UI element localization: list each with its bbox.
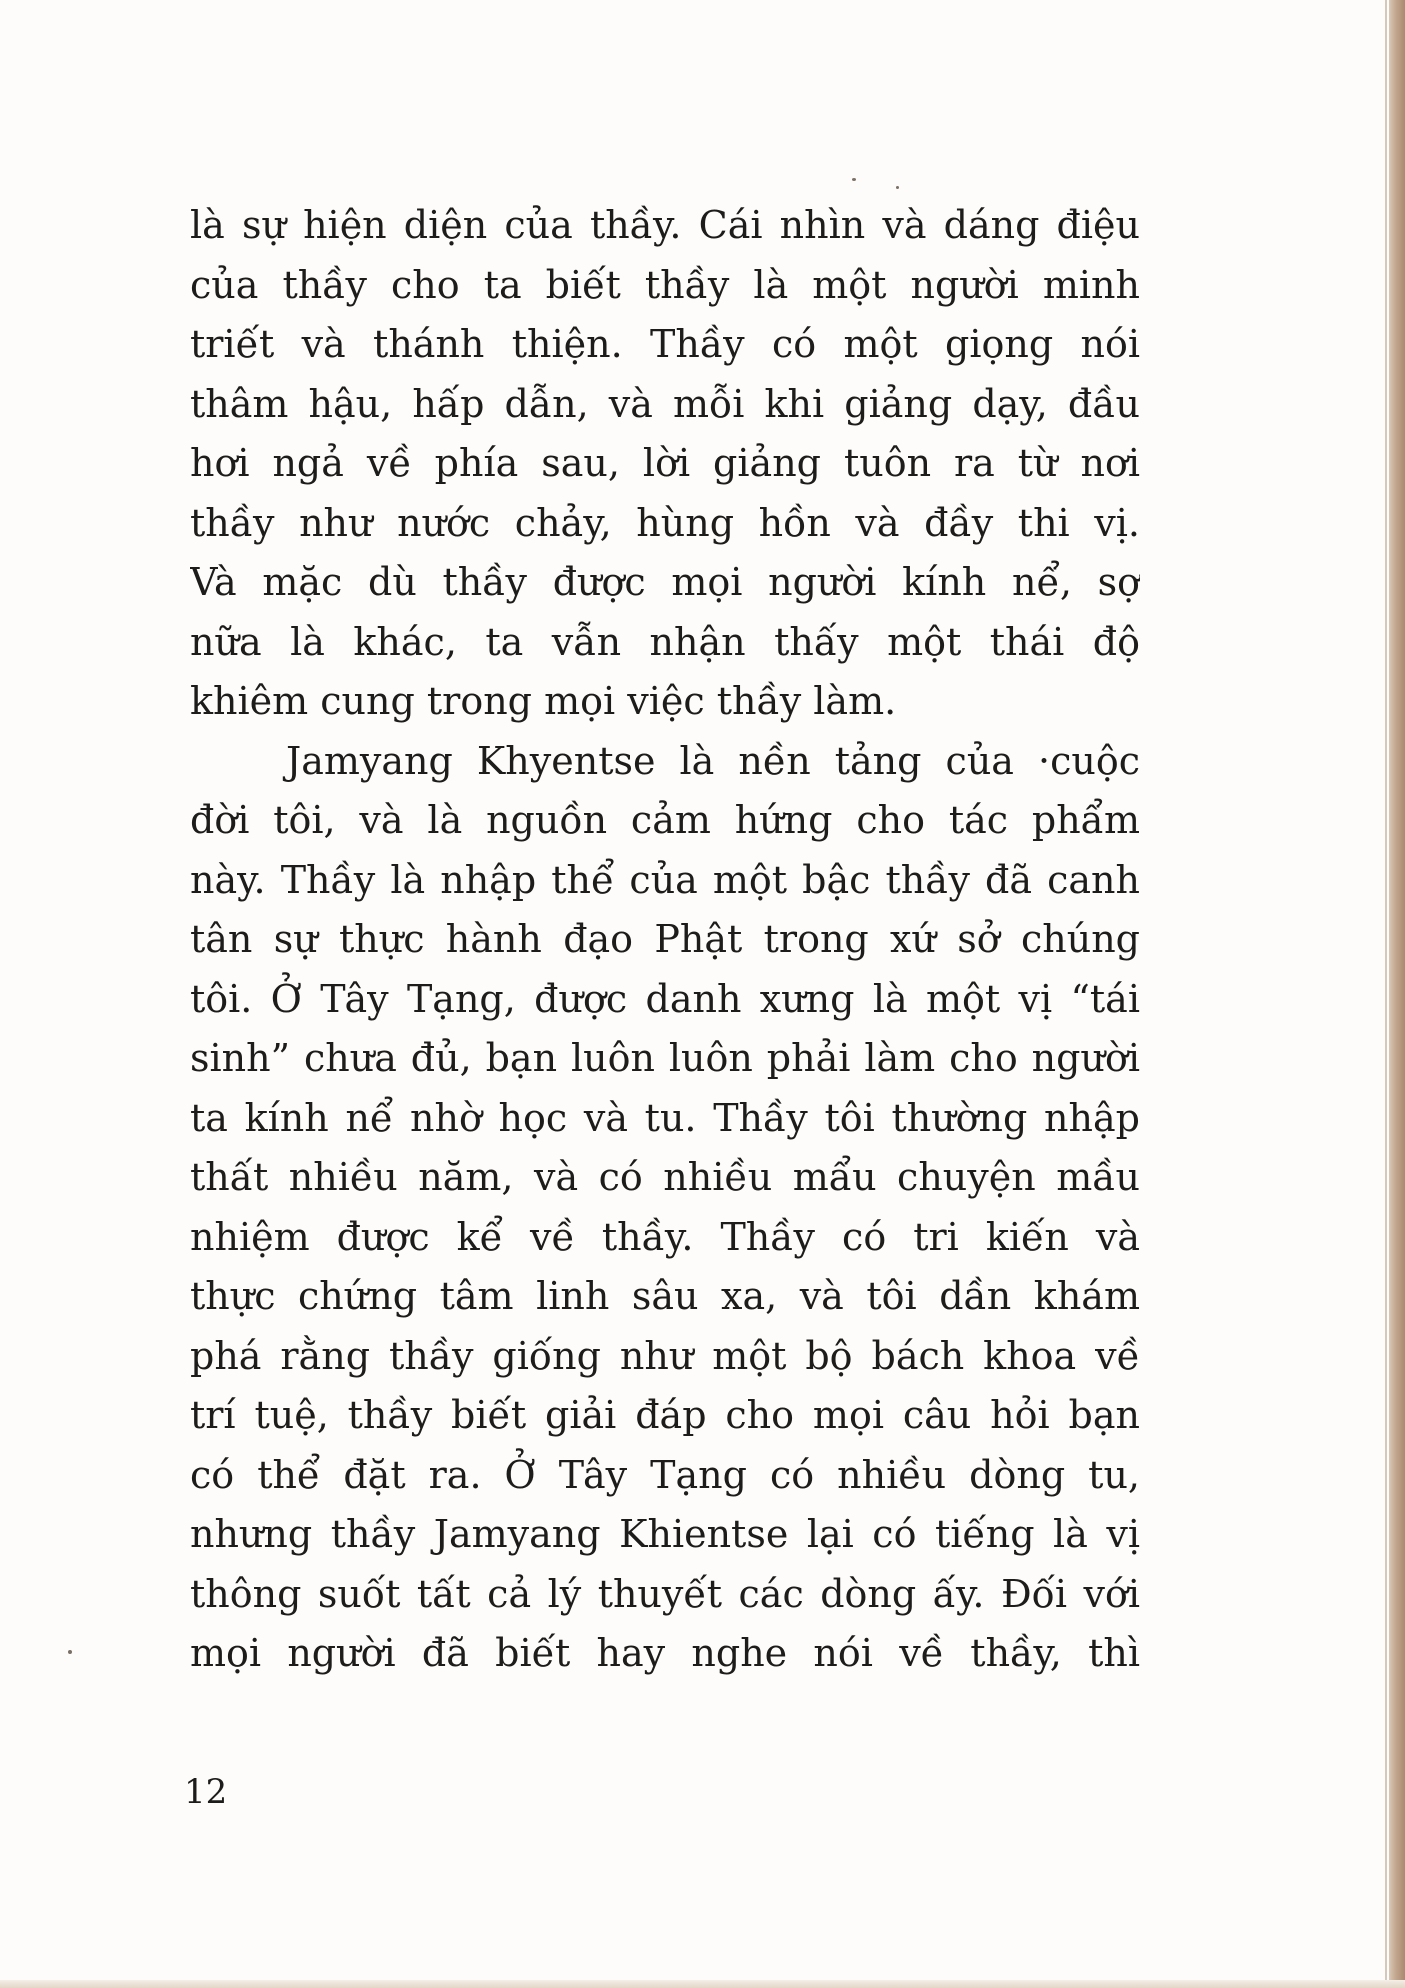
text-line-paragraph-start: Jamyang Khyentse là nền tảng của ·cuộc [286,738,1140,783]
text-line: thất nhiều năm, và có nhiều mẩu chuyện mầu [190,1155,1140,1199]
text-line: nhưng thầy Jamyang Khientse lại có tiếng là vị [190,1512,1140,1556]
text-line: Và mặc dù thầy được mọi người kính nể, sợ [190,560,1140,604]
text-line: tân sự thực hành đạo Phật trong xứ sở chúng [190,917,1140,961]
text-line: có thể đặt ra. Ở Tây Tạng có nhiều dòng tu, [190,1452,1140,1497]
text-line: khiêm cung trong mọi việc thầy làm. [190,679,897,723]
text-line: này. Thầy là nhập thể của một bậc thầy đã canh [190,857,1140,902]
text-line: nữa là khác, ta vẫn nhận thấy một thái độ [190,619,1140,664]
page-number: 12 [184,1772,228,1812]
page-edge-line [1385,0,1387,1988]
scan-speck [68,1650,72,1654]
text-line: trí tuệ, thầy biết giải đáp cho mọi câu hỏi bạn [190,1393,1140,1437]
scan-speck [896,186,899,189]
body-text [190,196,1140,1684]
text-line: là sự hiện diện của thầy. Cái nhìn và dáng điệu [190,203,1140,247]
text-line: tôi. Ở Tây Tạng, được danh xưng là một vị “tái [190,976,1140,1021]
page-edge-right [1389,0,1405,1988]
page-edge-bottom [0,1980,1405,1988]
text-line: đời tôi, và là nguồn cảm hứng cho tác phẩm [190,798,1140,842]
text-line: ta kính nể nhờ học và tu. Thầy tôi thường nhập [190,1095,1140,1140]
text-line: thầy như nước chảy, hùng hồn và đầy thi vị. [190,500,1140,545]
text-line: hơi ngả về phía sau, lời giảng tuôn ra từ nơi [190,441,1140,485]
text-line: thực chứng tâm linh sâu xa, và tôi dần khám [190,1274,1140,1318]
text-line: thông suốt tất cả lý thuyết các dòng ấy. Đối với [190,1571,1140,1616]
scan-speck [852,178,856,181]
text-line: phá rằng thầy giống như một bộ bách khoa về [190,1333,1140,1378]
text-line: sinh” chưa đủ, bạn luôn luôn phải làm cho người [190,1036,1140,1080]
text-line: thâm hậu, hấp dẫn, và mỗi khi giảng dạy, đầu [190,381,1140,426]
text-line: triết và thánh thiện. Thầy có một giọng nói [190,322,1140,366]
text-line: của thầy cho ta biết thầy là một người minh [190,262,1140,307]
text-line: mọi người đã biết hay nghe nói về thầy, thì [190,1631,1140,1675]
text-line: nhiệm được kể về thầy. Thầy có tri kiến và [190,1214,1140,1259]
